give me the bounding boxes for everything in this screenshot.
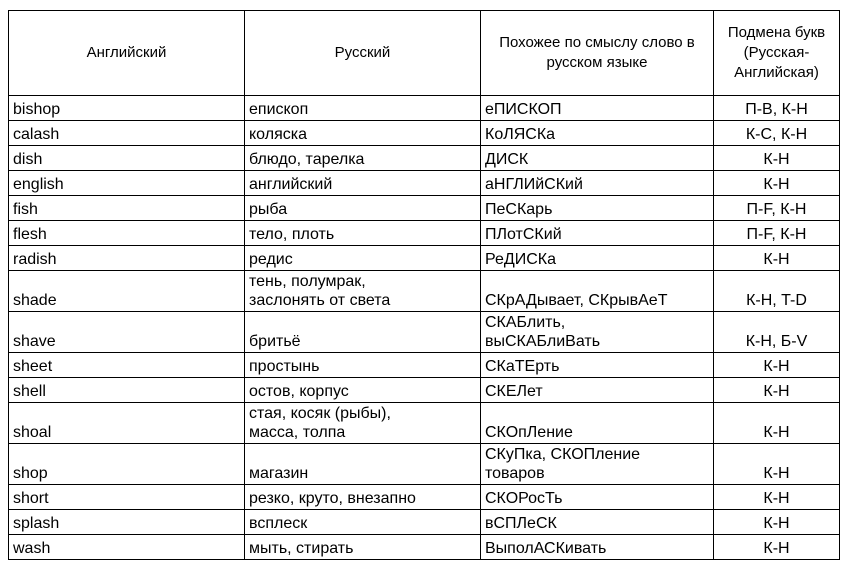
cell-substitution: П-F, К-Н bbox=[714, 221, 840, 246]
cell-english: wash bbox=[9, 535, 245, 560]
cell-russian: магазин bbox=[245, 444, 481, 485]
table-body bbox=[9, 96, 840, 560]
cell-similar-word: КоЛЯСКа bbox=[481, 121, 714, 146]
cell-english: shoal bbox=[9, 403, 245, 444]
table-row bbox=[9, 485, 840, 510]
table-row bbox=[9, 535, 840, 560]
table-row bbox=[9, 246, 840, 271]
cell-similar-word: ВыполАСКивать bbox=[481, 535, 714, 560]
table-row bbox=[9, 312, 840, 353]
cell-english: fish bbox=[9, 196, 245, 221]
cell-similar-word: ПЛотСКий bbox=[481, 221, 714, 246]
cell-substitution: К-Н bbox=[714, 510, 840, 535]
table-row bbox=[9, 271, 840, 312]
cell-similar-word: ПеСКарь bbox=[481, 196, 714, 221]
cell-russian: редис bbox=[245, 246, 481, 271]
word-comparison-table bbox=[8, 10, 840, 560]
cell-substitution: К-Н bbox=[714, 246, 840, 271]
cell-substitution: К-Н bbox=[714, 171, 840, 196]
cell-substitution: К-Н bbox=[714, 353, 840, 378]
cell-substitution: К-Н, Б-V bbox=[714, 312, 840, 353]
cell-english: shade bbox=[9, 271, 245, 312]
cell-substitution: К-Н bbox=[714, 378, 840, 403]
table-row bbox=[9, 403, 840, 444]
cell-russian: рыба bbox=[245, 196, 481, 221]
cell-russian: епископ bbox=[245, 96, 481, 121]
cell-similar-word: СКаТЕрть bbox=[481, 353, 714, 378]
cell-russian: блюдо, тарелка bbox=[245, 146, 481, 171]
cell-substitution: К-Н bbox=[714, 146, 840, 171]
document-page bbox=[8, 10, 840, 560]
cell-similar-word: вСПЛеСК bbox=[481, 510, 714, 535]
table-row bbox=[9, 171, 840, 196]
table-row bbox=[9, 196, 840, 221]
cell-substitution: К-Н, T-D bbox=[714, 271, 840, 312]
cell-similar-word: СКОРосТь bbox=[481, 485, 714, 510]
cell-similar-word: СКЕЛет bbox=[481, 378, 714, 403]
cell-english: bishop bbox=[9, 96, 245, 121]
header-english: Английский bbox=[9, 11, 245, 96]
cell-similar-word: аНГЛИйСКий bbox=[481, 171, 714, 196]
table-row bbox=[9, 353, 840, 378]
cell-english: sheet bbox=[9, 353, 245, 378]
cell-substitution: П-B, К-Н bbox=[714, 96, 840, 121]
cell-russian: тело, плоть bbox=[245, 221, 481, 246]
cell-substitution: К-Н bbox=[714, 444, 840, 485]
cell-substitution: К-Н bbox=[714, 485, 840, 510]
cell-russian: резко, круто, внезапно bbox=[245, 485, 481, 510]
cell-english: splash bbox=[9, 510, 245, 535]
cell-russian: английский bbox=[245, 171, 481, 196]
cell-russian: стая, косяк (рыбы), масса, толпа bbox=[245, 403, 481, 444]
cell-russian: тень, полумрак, заслонять от света bbox=[245, 271, 481, 312]
cell-russian: простынь bbox=[245, 353, 481, 378]
cell-russian: всплеск bbox=[245, 510, 481, 535]
cell-english: english bbox=[9, 171, 245, 196]
cell-english: short bbox=[9, 485, 245, 510]
header-row bbox=[9, 11, 840, 96]
table-row bbox=[9, 444, 840, 485]
cell-similar-word: СКрАДывает, СКрывАеТ bbox=[481, 271, 714, 312]
cell-english: radish bbox=[9, 246, 245, 271]
table-row bbox=[9, 121, 840, 146]
cell-substitution: К-Н bbox=[714, 535, 840, 560]
cell-substitution: К-C, К-Н bbox=[714, 121, 840, 146]
cell-similar-word: РеДИСКа bbox=[481, 246, 714, 271]
header-letter-substitution: Подмена букв (Русская-Английская) bbox=[714, 11, 840, 96]
header-similar-word: Похожее по смыслу слово в русском языке bbox=[481, 11, 714, 96]
cell-english: dish bbox=[9, 146, 245, 171]
cell-english: shop bbox=[9, 444, 245, 485]
cell-similar-word: СКАБлить, выСКАБлиВать bbox=[481, 312, 714, 353]
cell-similar-word: СКуПка, СКОПление товаров bbox=[481, 444, 714, 485]
cell-substitution: П-F, К-Н bbox=[714, 196, 840, 221]
cell-similar-word: ДИСК bbox=[481, 146, 714, 171]
cell-russian: остов, корпус bbox=[245, 378, 481, 403]
cell-russian: бритьё bbox=[245, 312, 481, 353]
cell-english: shell bbox=[9, 378, 245, 403]
table-row bbox=[9, 96, 840, 121]
cell-english: shave bbox=[9, 312, 245, 353]
cell-substitution: К-Н bbox=[714, 403, 840, 444]
table-row bbox=[9, 510, 840, 535]
cell-russian: коляска bbox=[245, 121, 481, 146]
header-russian: Русский bbox=[245, 11, 481, 96]
cell-russian: мыть, стирать bbox=[245, 535, 481, 560]
table-row bbox=[9, 221, 840, 246]
table-row bbox=[9, 378, 840, 403]
cell-similar-word: СКОпЛение bbox=[481, 403, 714, 444]
table-row bbox=[9, 146, 840, 171]
cell-similar-word: еПИСКОП bbox=[481, 96, 714, 121]
cell-english: flesh bbox=[9, 221, 245, 246]
cell-english: calash bbox=[9, 121, 245, 146]
